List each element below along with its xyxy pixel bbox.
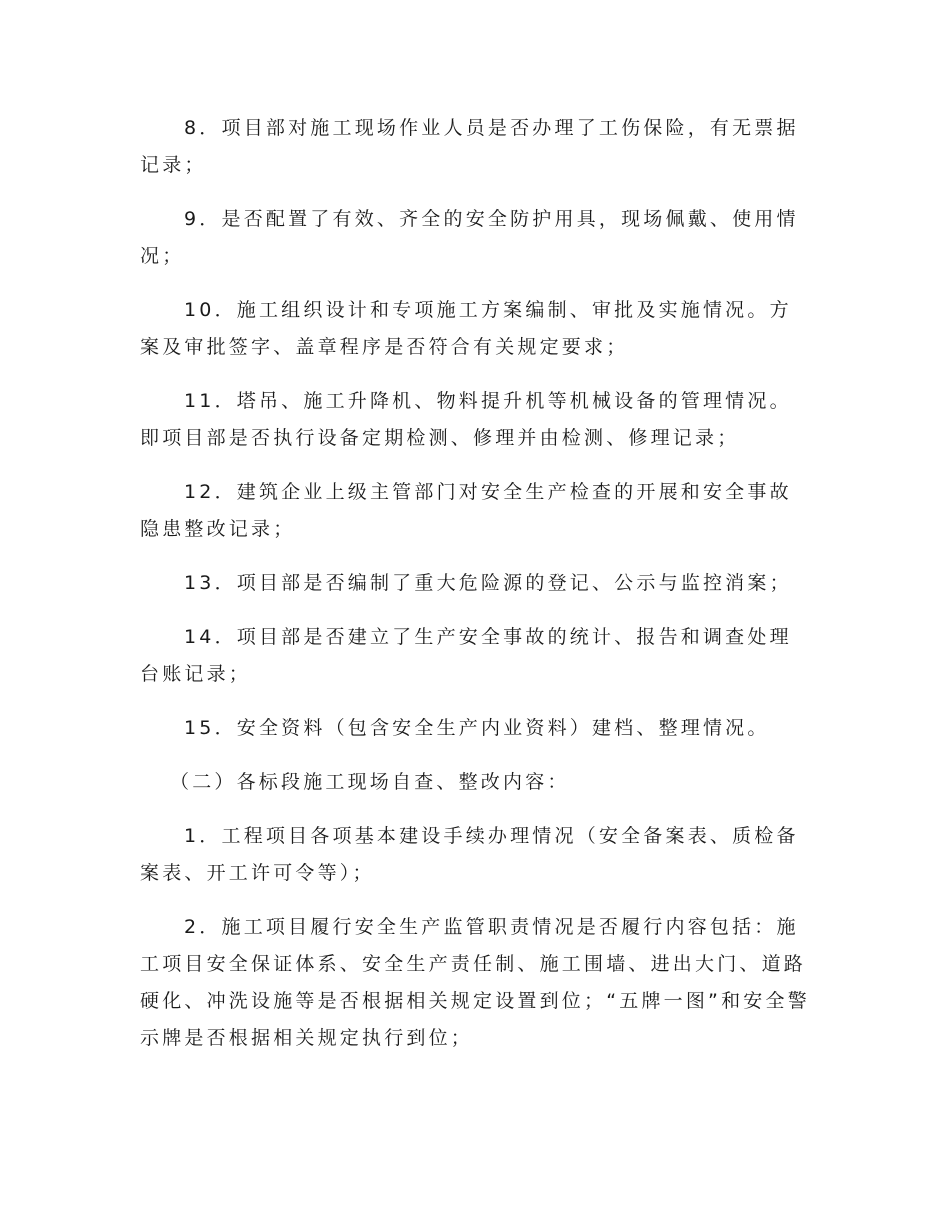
- paragraph-item-9: 9．是否配置了有效、齐全的安全防护用具，现场佩戴、使用情况；: [140, 208, 799, 267]
- section-heading: （二）各标段施工现场自查、整改内容：: [170, 771, 570, 793]
- document-body: [140, 110, 810, 1074]
- paragraph-item-1: 1．工程项目各项基本建设手续办理情况（安全备案表、质检备案表、开工许可令等）；: [140, 825, 799, 884]
- paragraph-item-12: 12．建筑企业上级主管部门对安全生产检查的开展和安全事故隐患整改记录；: [140, 481, 792, 540]
- paragraph-item-13: 13．项目部是否编制了重大危险源的登记、公示与监控消案；: [184, 572, 792, 594]
- paragraph-item-8: 8．项目部对施工现场作业人员是否办理了工伤保险，有无票据记录；: [140, 117, 799, 176]
- paragraph-item-11: 11．塔吊、施工升降机、物料提升机等机械设备的管理情况。即项目部是否执行设备定期检测、修理并由检测、修理记录；: [140, 390, 792, 449]
- paragraph-item-15: 15．安全资料（包含安全生产内业资料）建档、整理情况。: [184, 717, 770, 739]
- paragraph-item-10: 10．施工组织设计和专项施工方案编制、审批及实施情况。方案及审批签字、盖章程序是否符合有关规定要求；: [140, 299, 792, 358]
- paragraph-item-14: 14．项目部是否建立了生产安全事故的统计、报告和调查处理台账记录；: [140, 626, 792, 685]
- paragraph-item-2: 2．施工项目履行安全生产监管职责情况是否履行内容包括：施工项目安全保证体系、安全生产责任制、施工围墙、进出大门、道路硬化、冲洗设施等是否根据相关规定设置到位；“五牌一图”和安全警示牌是否根据相关规定执行到位；: [140, 916, 810, 1049]
